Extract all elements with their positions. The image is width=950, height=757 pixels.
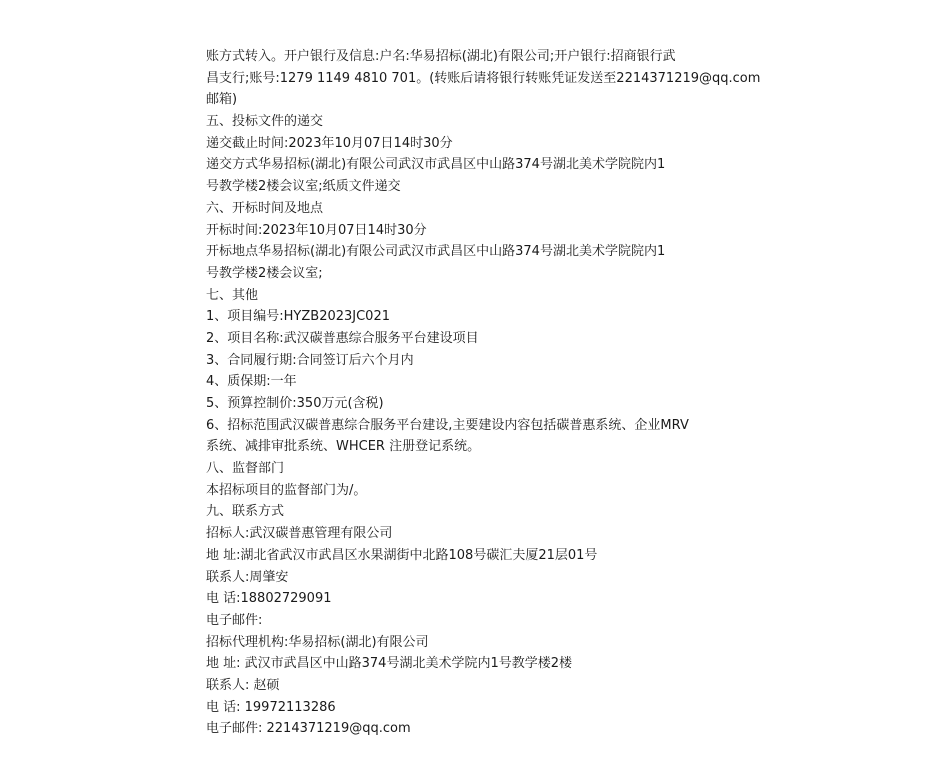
text-line: 地 址: 武汉市武昌区中山路374号湖北美术学院内1号教学楼2楼 (206, 656, 572, 672)
text-line: 电 话: 19972113286 (206, 699, 336, 715)
text-line: 3、合同履行期:合同签订后六个月内 (206, 352, 414, 368)
text-line: 2、项目名称:武汉碳普惠综合服务平台建设项目 (206, 330, 479, 346)
text-line: 电子邮件: (206, 612, 263, 628)
text-line: 1、项目编号:HYZB2023JC021 (206, 309, 390, 325)
section-heading: 七、其他 (206, 287, 259, 303)
text-line: 开标地点华易招标(湖北)有限公司武汉市武昌区中山路374号湖北美术学院院内1 (206, 244, 666, 260)
text-line: 4、质保期:一年 (206, 374, 297, 390)
text-line: 递交方式华易招标(湖北)有限公司武汉市武昌区中山路374号湖北美术学院院内1 (206, 157, 666, 173)
text-line: 联系人:周肇安 (206, 569, 289, 585)
section-heading: 九、联系方式 (206, 504, 285, 520)
text-line: 本招标项目的监督部门为/。 (206, 482, 367, 498)
text-line: 招标代理机构:华易招标(湖北)有限公司 (206, 634, 429, 650)
text-line: 地 址:湖北省武汉市武昌区水果湖街中北路108号碳汇夫厦21层01号 (206, 547, 598, 563)
text-line: 邮箱) (206, 92, 238, 108)
text-line: 号教学楼2楼会议室; (206, 265, 323, 281)
text-line: 电子邮件: 2214371219@qq.com (206, 721, 411, 737)
text-line: 招标人:武汉碳普惠管理有限公司 (206, 526, 393, 542)
text-line: 开标时间:2023年10月07日14时30分 (206, 222, 427, 238)
text-line: 账方式转入。开户银行及信息:户名:华易招标(湖北)有限公司;开户银行:招商银行武 (206, 49, 676, 64)
text-line: 递交截止时间:2023年10月07日14时30分 (206, 135, 453, 151)
text-line: 5、预算控制价:350万元(含税) (206, 396, 384, 411)
section-heading: 五、投标文件的递交 (206, 114, 324, 130)
text-line: 昌支行;账号:1279 1149 4810 701。(转账后请将银行转账凭证发送至2214371219@qq.com (206, 70, 761, 86)
text-line: 号教学楼2楼会议室;纸质文件递交 (206, 179, 401, 195)
section-heading: 八、监督部门 (206, 461, 285, 477)
text-line: 系统、减排审批系统、WHCER 注册登记系统。 (206, 439, 481, 455)
text-line: 联系人: 赵硕 (206, 677, 280, 693)
section-heading: 六、开标时间及地点 (206, 200, 324, 216)
text-line: 电 话:18802729091 (206, 591, 332, 607)
text-line: 6、招标范围武汉碳普惠综合服务平台建设,主要建设内容包括碳普惠系统、企业MRV (206, 417, 689, 433)
document-body (206, 46, 761, 740)
